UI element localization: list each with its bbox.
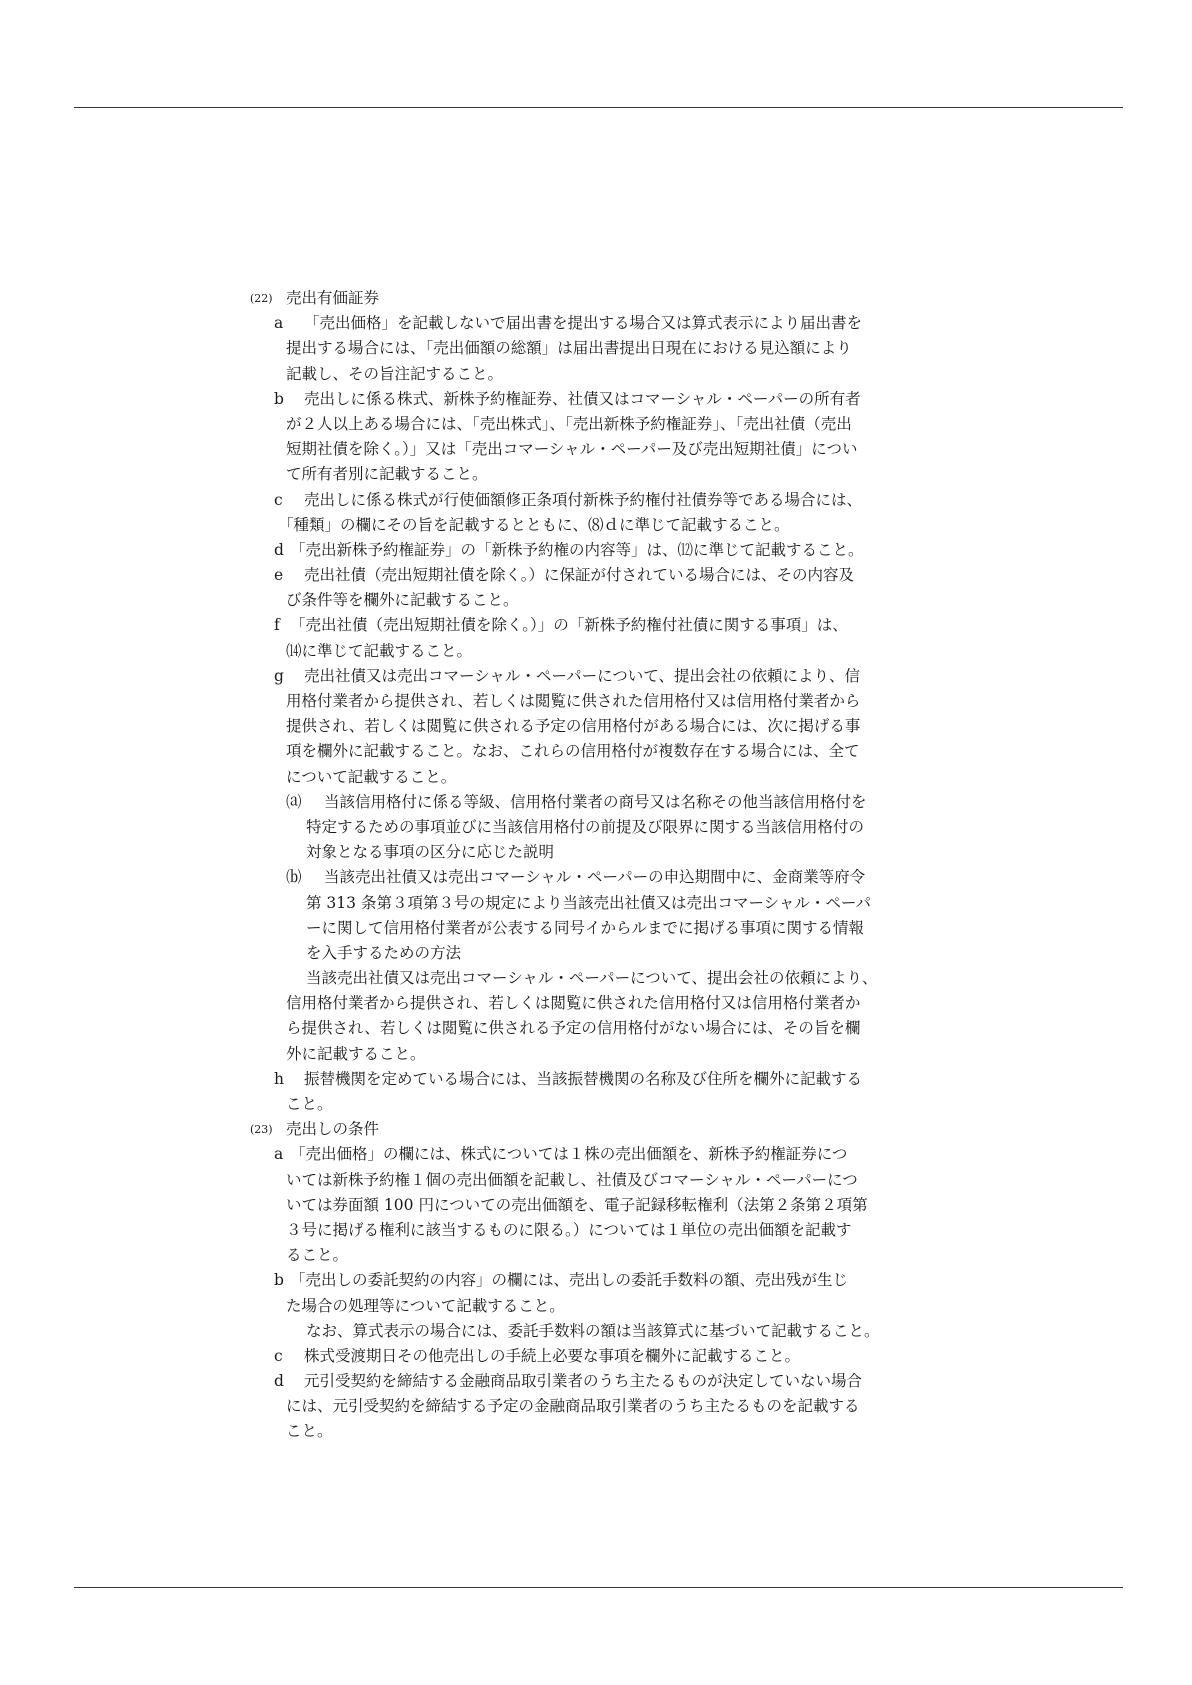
list-item: [250, 1344, 978, 1369]
paragraph-text: 信用格付業者から提供され、若しくは閲覧に供された信用格付又は信用格付業者か: [286, 994, 861, 1013]
item-marker: d: [274, 540, 284, 559]
subitem-text: ーに関して信用格付業者が公表する同号イからルまでに掲げる事項に関する情報: [306, 918, 865, 937]
section-heading: [250, 1117, 978, 1142]
item-marker: h: [274, 1069, 284, 1088]
item-marker: g: [274, 666, 284, 685]
list-item: [250, 1268, 978, 1293]
item-text: 用格付業者から提供され、若しくは閲覧に供された信用格付又は信用格付業者から: [286, 692, 861, 710]
list-item: [250, 387, 978, 412]
section-number: (22): [250, 292, 273, 305]
list-item: [250, 613, 978, 638]
item-marker: a: [274, 314, 284, 333]
footer-rule: [74, 1587, 1123, 1588]
item-marker: a: [274, 1145, 284, 1164]
item-text: 短期社債を除く。）」又は「売出コマーシャル・ペーパー及び売出短期社債」につい: [286, 440, 858, 459]
item-text: ⒁に準じて記載すること。: [286, 641, 473, 660]
sub-list-item: [250, 790, 978, 815]
item-text: こと。: [286, 1095, 333, 1113]
item-marker: d: [274, 1372, 284, 1391]
item-marker: b: [274, 1271, 284, 1290]
item-text: び条件等を欄外に記載すること。: [286, 591, 519, 610]
item-marker: c: [274, 1346, 283, 1365]
list-item: [250, 1142, 978, 1167]
item-text: ること。: [286, 1246, 349, 1265]
subitem-text: 特定するための事項並びに当該信用格付の前提及び限界に関する当該信用格付の: [306, 817, 865, 836]
subitem-text: を入手するための方法: [306, 943, 462, 962]
subitem-marker: ⒝: [286, 868, 302, 887]
item-marker: e: [274, 566, 284, 585]
item-marker: f: [274, 616, 280, 635]
paragraph-text: ら提供され、若しくは閲覧に供される予定の信用格付がない場合には、その旨を欄: [286, 1019, 861, 1038]
sub-list-item: [250, 865, 978, 890]
item-text: 「売出社債（売出短期社債を除く。）」の「新株予約権付社債に関する事項」は、: [290, 616, 848, 635]
list-item: [250, 664, 978, 689]
item-text: 提出する場合には、「売出価額の総額」は届出書提出日現在における見込額により: [286, 339, 852, 358]
item-text: いては新株予約権１個の売出価額を記載し、社債及びコマーシャル・ペーパーにつ: [286, 1170, 858, 1189]
list-item: [250, 311, 978, 336]
item-text: いては券面額 100 円についての売出価額を、電子記録移転権利（法第２条第２項第: [286, 1195, 868, 1214]
item-text: 記載し、その旨注記すること。: [286, 364, 504, 383]
list-item: [250, 488, 978, 513]
item-text: 売出社債（売出短期社債を除く。）に保証が付されている場合には、その内容及: [304, 566, 854, 585]
item-text: 「売出新株予約権証券」の「新株予約権の内容等」は、⑿に準じて記載すること。: [290, 540, 864, 559]
item-text: 「売出価格」を記載しないで届出書を提出する場合又は算式表示により届出書を: [304, 314, 863, 333]
item-marker: b: [274, 389, 284, 408]
section-heading: [250, 286, 978, 311]
item-marker: c: [274, 490, 283, 509]
item-text: 「売出しの委託契約の内容」の欄には、売出しの委託手数料の額、売出残が生じ: [290, 1271, 849, 1290]
item-text: 振替機関を定めている場合には、当該振替機関の名称及び住所を欄外に記載する: [304, 1069, 863, 1088]
document-body: [250, 286, 978, 1445]
section-number: (23): [250, 1123, 273, 1137]
item-text: 「種類」の欄にその旨を記載するとともに、⑻ｄに準じて記載すること。: [278, 515, 790, 534]
item-text: た場合の処理等について記載すること。: [286, 1296, 565, 1315]
item-text: が２人以上ある場合には、「売出株式」、「売出新株予約権証券」、「売出社債（売出: [286, 414, 852, 433]
subitem-text: 当該売出社債又は売出コマーシャル・ペーパーの申込期間中に、金商業等府令: [324, 868, 866, 887]
subitem-text: 対象となる事項の区分に応じた説明: [306, 843, 555, 862]
item-text: 売出しに係る株式、新株予約権証券、社債又はコマーシャル・ペーパーの所有者: [304, 389, 861, 408]
section-title: 売出しの条件: [286, 1120, 380, 1139]
item-text: 売出しに係る株式が行使価額修正条項付新株予約権付社債券等である場合には、: [304, 490, 863, 509]
subitem-text: 第 313 条第３項第３号の規定により当該売出社債又は売出コマーシャル・ペーパ: [306, 893, 872, 912]
item-text: 株式受渡期日その他売出しの手続上必要な事項を欄外に記載すること。: [304, 1346, 801, 1365]
item-text: 項を欄外に記載すること。なお、これらの信用格付が複数存在する場合には、全て: [286, 742, 860, 761]
item-text: について記載すること。: [286, 767, 457, 786]
item-text: には、元引受契約を締結する予定の金融商品取引業者のうち主たるものを記載する: [286, 1397, 860, 1416]
item-text: 「売出価格」の欄には、株式については１株の売出価額を、新株予約権証券につ: [290, 1145, 848, 1164]
list-item: [250, 538, 978, 563]
list-item: [250, 1067, 978, 1092]
paragraph-text: 当該売出社債又は売出コマーシャル・ペーパーについて、提出会社の依頼により、: [306, 969, 878, 988]
item-text: て所有者別に記載すること。: [286, 465, 488, 484]
paragraph-text: 外に記載すること。: [286, 1044, 426, 1063]
section-title: 売出有価証券: [286, 289, 380, 307]
item-text: 元引受契約を締結する金融商品取引業者のうち主たるものが決定していない場合: [304, 1372, 863, 1391]
list-item: [250, 1369, 978, 1394]
paragraph-text: なお、算式表示の場合には、委託手数料の額は当該算式に基づいて記載すること。: [306, 1321, 880, 1340]
subitem-text: 当該信用格付に係る等級、信用格付業者の商号又は名称その他当該信用格付を: [324, 792, 867, 811]
subitem-marker: ⒜: [286, 792, 302, 811]
item-text: こと。: [286, 1422, 333, 1441]
item-text: 提供され、若しくは閲覧に供される予定の信用格付がある場合には、次に掲げる事: [286, 717, 861, 736]
header-rule: [74, 107, 1123, 108]
item-text: ３号に掲げる権利に該当するものに限る。）については１単位の売出価額を記載す: [286, 1220, 852, 1239]
list-item: [250, 563, 978, 588]
item-text: 売出社債又は売出コマーシャル・ペーパーについて、提出会社の依頼により、信: [304, 666, 860, 685]
